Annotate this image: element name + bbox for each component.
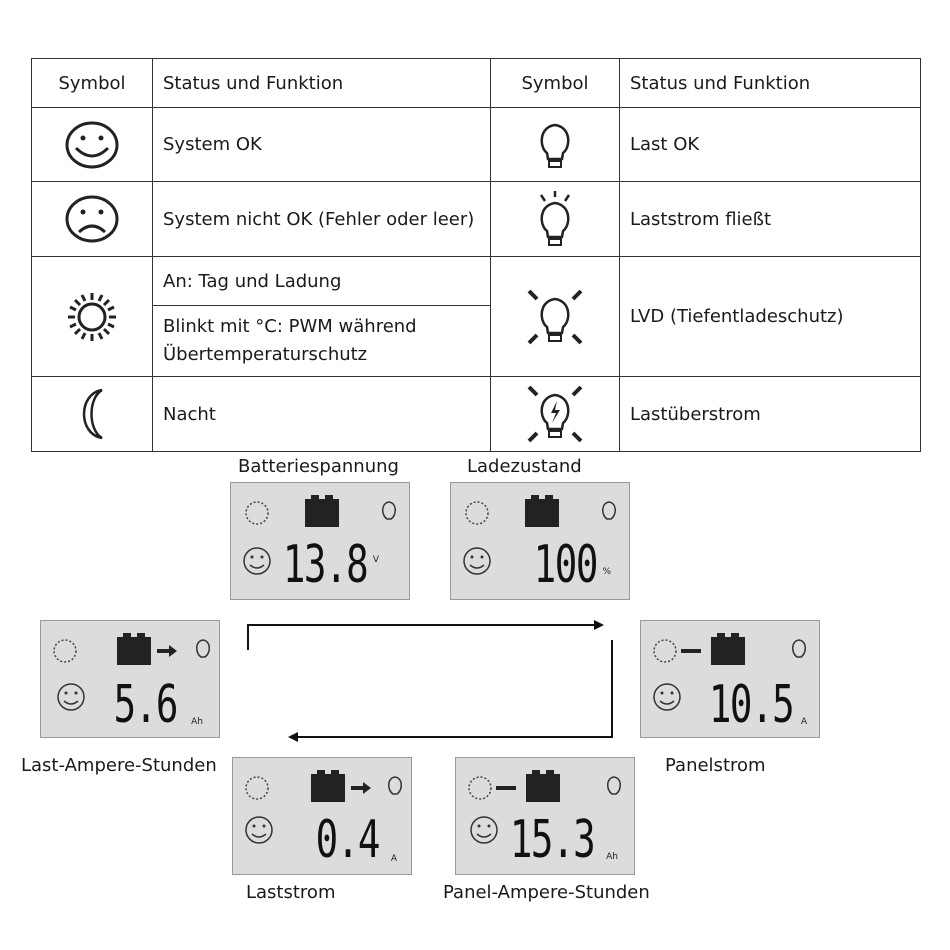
lcd-ladezustand xyxy=(450,482,630,600)
lcd-batteriespannung xyxy=(230,482,410,600)
header-symbol-right: Symbol xyxy=(491,59,620,108)
header-symbol-left: Symbol xyxy=(32,59,153,108)
label-last-ampere-stunden: Last-Ampere-Stunden xyxy=(21,755,217,776)
lcd-unit: V xyxy=(372,555,379,565)
lcd-value: 15.3 xyxy=(509,810,594,870)
lcd-value: 5.6 xyxy=(113,675,177,735)
lcd-panel-ampere-stunden xyxy=(455,757,635,875)
status-pwm-overtemp: Blinkt mit °C: PWM während Übertemperaturschutz xyxy=(153,306,491,377)
header-status-right: Status und Funktion xyxy=(620,59,921,108)
lcd-laststrom xyxy=(232,757,412,875)
lcd-panelstrom xyxy=(640,620,820,738)
status-day-charge: An: Tag und Ladung xyxy=(153,257,491,306)
lcd-value: 13.8 xyxy=(282,535,367,595)
lcd-unit: A xyxy=(800,717,807,727)
lcd-value: 100 xyxy=(533,535,597,595)
status-lvd: LVD (Tiefentladeschutz) xyxy=(620,257,921,377)
label-panelstrom: Panelstrom xyxy=(665,755,766,776)
label-batteriespannung: Batteriespannung xyxy=(238,456,399,477)
lcd-value: 10.5 xyxy=(708,675,793,735)
status-overcurrent: Lastüberstrom xyxy=(620,377,921,452)
status-system-not-ok: System nicht OK (Fehler oder leer) xyxy=(153,182,491,257)
status-last-ok: Last OK xyxy=(620,108,921,182)
lcd-value: 0.4 xyxy=(315,810,379,870)
lcd-unit: Ah xyxy=(606,852,618,862)
label-panel-ampere-stunden: Panel-Ampere-Stunden xyxy=(443,882,650,903)
lcd-unit: Ah xyxy=(191,717,203,727)
label-laststrom: Laststrom xyxy=(246,882,336,903)
lcd-unit: A xyxy=(390,854,397,864)
lcd-last-ampere-stunden xyxy=(40,620,220,738)
header-status-left: Status und Funktion xyxy=(153,59,491,108)
status-laststrom: Laststrom fließt xyxy=(620,182,921,257)
status-system-ok: System OK xyxy=(153,108,491,182)
label-ladezustand: Ladezustand xyxy=(467,456,582,477)
status-night: Nacht xyxy=(153,377,491,452)
lcd-unit: % xyxy=(602,567,611,577)
